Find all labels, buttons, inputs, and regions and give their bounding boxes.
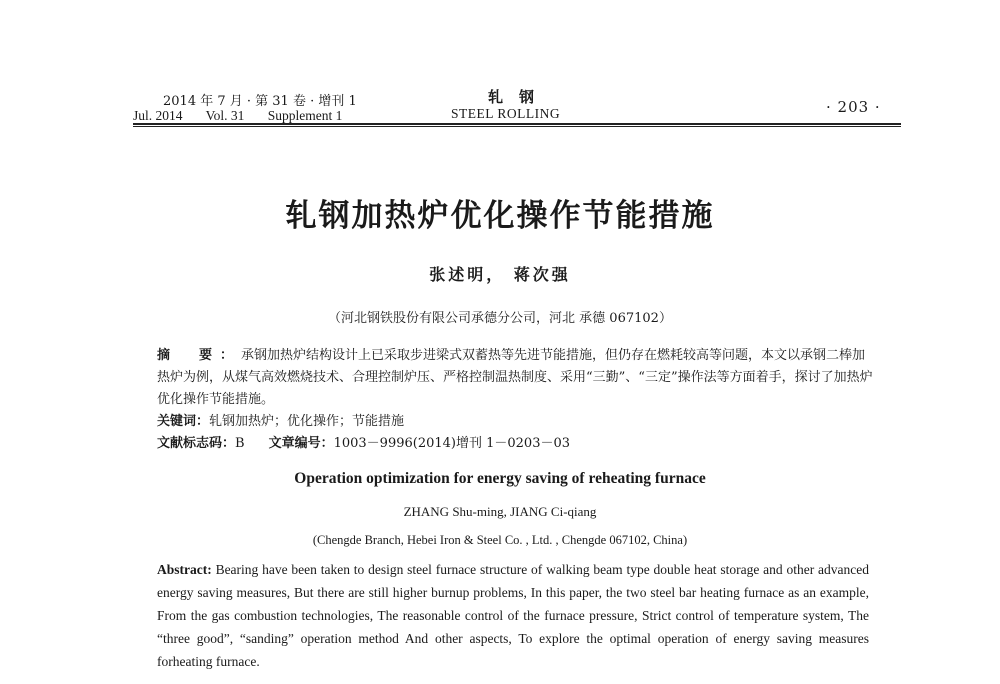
keywords-text-cn: 轧钢加热炉；优化操作；节能措施 bbox=[209, 414, 405, 429]
affiliation-cn: （河北钢铁股份有限公司承德分公司，河北 承德 067102） bbox=[328, 311, 672, 326]
abstract-label-cn: 摘 要： bbox=[157, 348, 242, 363]
paper-title-en: Operation optimization for energy saving of reheating furnace bbox=[294, 470, 706, 487]
document-codes-cn bbox=[157, 433, 877, 455]
abstract-text-en: Bearing have been taken to design steel furnace structure of walking beam type double heat storage and other advanced energy saving measures, But there are still higher burnup problems, In this paper, the two steel bar heating furnace as an example, From the gas combustion technologies, The reasonable control of the furnace pressure, Strict control of temperature system, The “three good”, “sanding” operation method And other aspects, To explore the optimal operation of energy saving measures forheating furnace. bbox=[157, 562, 870, 669]
header-date-en: Jul. 2014 bbox=[133, 108, 183, 123]
article-no-value-cn: 1003－9996(2014)增刊 1－0203－03 bbox=[333, 436, 571, 451]
keywords-label-cn: 关键词： bbox=[157, 414, 210, 429]
abstract-en bbox=[157, 558, 869, 673]
authors-en: ZHANG Shu-ming, JIANG Ci-qiang bbox=[403, 504, 597, 519]
affiliation-en: (Chengde Branch, Hebei Iron & Steel Co. , Ltd. , Chengde 067102, China) bbox=[312, 533, 688, 547]
header-issue-cn: 2014 年 7 月 · 第 31 卷 · 增刊 1 bbox=[163, 94, 357, 109]
abstract-cn bbox=[157, 345, 877, 411]
doc-code-label-cn: 文献标志码： bbox=[157, 436, 236, 451]
journal-name-cn: 轧钢 bbox=[488, 88, 551, 106]
authors-cn: 张述明， 蒋次强 bbox=[429, 265, 571, 284]
doc-code-value-cn: B bbox=[235, 436, 245, 451]
abstract-text-cn: 承钢加热炉结构设计上已采取步进梁式双蓄热等先进节能措施，但仍存在燃耗较高等问题，本文以承钢二棒加热炉为例，从煤气高效燃烧技术、合理控制炉压、严格控制温热制度、采用“三勤”、“三定”操作法等方面着手，探讨了加热炉优化操作节能措施。 bbox=[157, 348, 873, 407]
article-no-label-cn: 文章编号： bbox=[268, 436, 334, 451]
header-rule bbox=[133, 123, 901, 125]
page-number: · 203 · bbox=[826, 98, 881, 116]
header-volume-en: Vol. 31 bbox=[205, 108, 245, 123]
abstract-label-en: Abstract: bbox=[157, 562, 212, 577]
header-rule-thin bbox=[133, 126, 901, 127]
header-supplement-en: Supplement 1 bbox=[267, 108, 343, 123]
journal-name-en: STEEL ROLLING bbox=[451, 106, 561, 121]
header-issue-en bbox=[133, 108, 362, 124]
keywords-cn bbox=[157, 411, 877, 433]
paper-title-cn: 轧钢加热炉优化操作节能措施 bbox=[285, 198, 715, 234]
